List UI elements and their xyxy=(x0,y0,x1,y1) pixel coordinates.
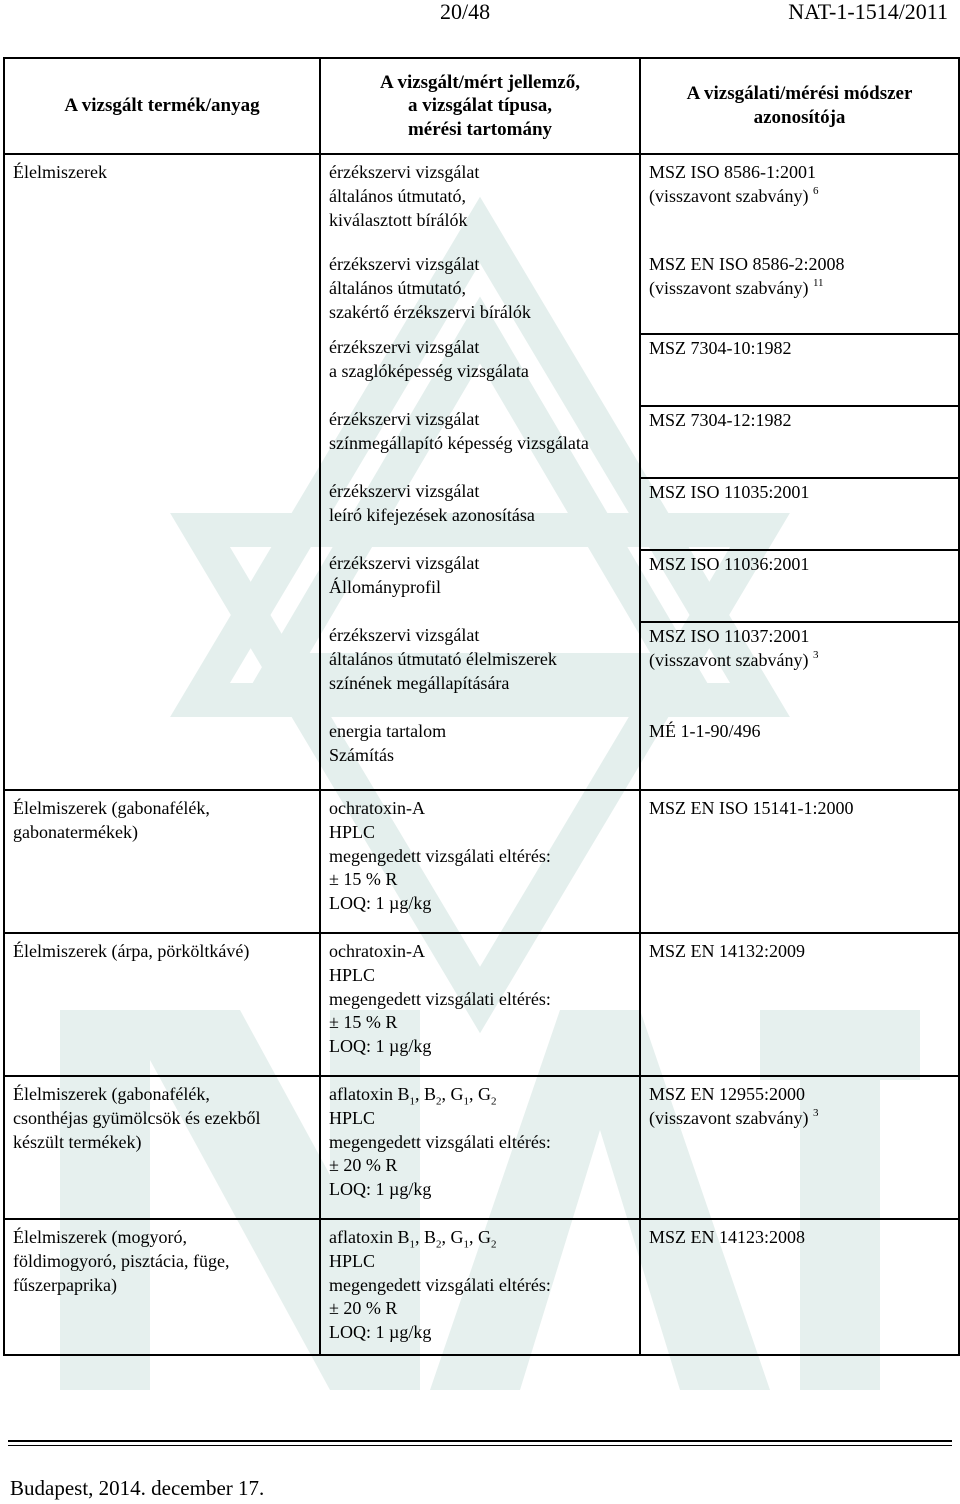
characteristic-cell: érzékszervi vizsgálat a szaglóképesség vizsgálata xyxy=(320,334,640,406)
characteristic-cell: érzékszervi vizsgálat általános útmutató élelmiszerek színének megállapítására xyxy=(320,622,640,718)
method-cell: MSZ 7304-10:1982 xyxy=(640,334,959,406)
table-row xyxy=(4,1219,959,1355)
product-cell: Élelmiszerek (gabonafélék, csonthéjas gyümölcsök és ezekből készült termékek) xyxy=(4,1076,320,1219)
accreditation-table xyxy=(3,57,960,1356)
column-header-product: A vizsgált termék/anyag xyxy=(4,58,320,154)
column-header-characteristic: A vizsgált/mért jellemző, a vizsgálat típusa, mérési tartomány xyxy=(320,58,640,154)
product-cell: Élelmiszerek (árpa, pörköltkávé) xyxy=(4,933,320,1076)
footnote-ref: 3 xyxy=(812,1106,819,1119)
method-cell: MSZ 7304-12:1982 xyxy=(640,406,959,478)
table-row xyxy=(4,154,959,233)
product-cell: Élelmiszerek (gabonafélék, gabonatermékek) xyxy=(4,790,320,933)
characteristic-cell: energia tartalom Számítás xyxy=(320,718,640,790)
footnote-ref: 3 xyxy=(812,648,819,661)
footer-divider xyxy=(8,1440,952,1442)
method-cell: MSZ EN ISO 8586-2:2008 (visszavont szabvány) $^{11}$ xyxy=(640,233,959,334)
method-cell: MSZ ISO 11035:2001 xyxy=(640,478,959,550)
footnote-ref: 6 xyxy=(812,184,819,197)
characteristic-cell: érzékszervi vizsgálat általános útmutató, kiválasztott bírálók xyxy=(320,154,640,233)
method-cell: MSZ EN 14123:2008 xyxy=(640,1219,959,1355)
footer-divider-thin xyxy=(8,1445,952,1446)
table-row xyxy=(4,933,959,1076)
table-header-row xyxy=(4,58,959,154)
characteristic-cell: ochratoxin-A HPLC megengedett vizsgálati eltérés: ± 15 % R LOQ: 1 µg/kg xyxy=(320,790,640,933)
method-cell: MÉ 1-1-90/496 xyxy=(640,718,959,790)
product-cell: Élelmiszerek (mogyoró, földimogyoró, pisztácia, füge, fűszerpaprika) xyxy=(4,1219,320,1355)
page-number: 20/48 xyxy=(440,0,491,24)
characteristic-cell: érzékszervi vizsgálat általános útmutató, szakértő érzékszervi bírálók xyxy=(320,233,640,334)
method-cell: MSZ EN 12955:2000 (visszavont szabvány) $^3$ xyxy=(640,1076,959,1219)
page-header xyxy=(0,0,960,26)
product-cell: Élelmiszerek xyxy=(4,154,320,790)
characteristic-cell: ochratoxin-A HPLC megengedett vizsgálati eltérés: ± 15 % R LOQ: 1 µg/kg xyxy=(320,933,640,1076)
characteristic-cell: érzékszervi vizsgálat leíró kifejezések azonosítása xyxy=(320,478,640,550)
footnote-ref: 11 xyxy=(812,276,824,289)
characteristic-cell: érzékszervi vizsgálat Állományprofil xyxy=(320,550,640,622)
characteristic-cell: érzékszervi vizsgálat színmegállapító képesség vizsgálata xyxy=(320,406,640,478)
method-cell: MSZ ISO 8586-1:2001 (visszavont szabvány) $^6$ xyxy=(640,154,959,233)
column-header-method: A vizsgálati/mérési módszer azonosítója xyxy=(640,58,959,154)
table-row xyxy=(4,790,959,933)
footer-place-date: Budapest, 2014. december 17. xyxy=(10,1476,265,1500)
document-id: NAT-1-1514/2011 xyxy=(788,0,948,24)
characteristic-cell: aflatoxin $B_1$, $B_2$, $G_1$, $G_2$ HPLC megengedett vizsgálati eltérés: ± 20 % R LOQ: 1 µg/kg xyxy=(320,1219,640,1355)
method-cell: MSZ ISO 11036:2001 xyxy=(640,550,959,622)
method-cell: MSZ ISO 11037:2001 (visszavont szabvány) $^3$ xyxy=(640,622,959,718)
characteristic-cell: aflatoxin $B_1$, $B_2$, $G_1$, $G_2$ HPLC megengedett vizsgálati eltérés: ± 20 % R LOQ: 1 µg/kg xyxy=(320,1076,640,1219)
table-row xyxy=(4,1076,959,1219)
method-cell: MSZ EN 14132:2009 xyxy=(640,933,959,1076)
method-cell: MSZ EN ISO 15141-1:2000 xyxy=(640,790,959,933)
